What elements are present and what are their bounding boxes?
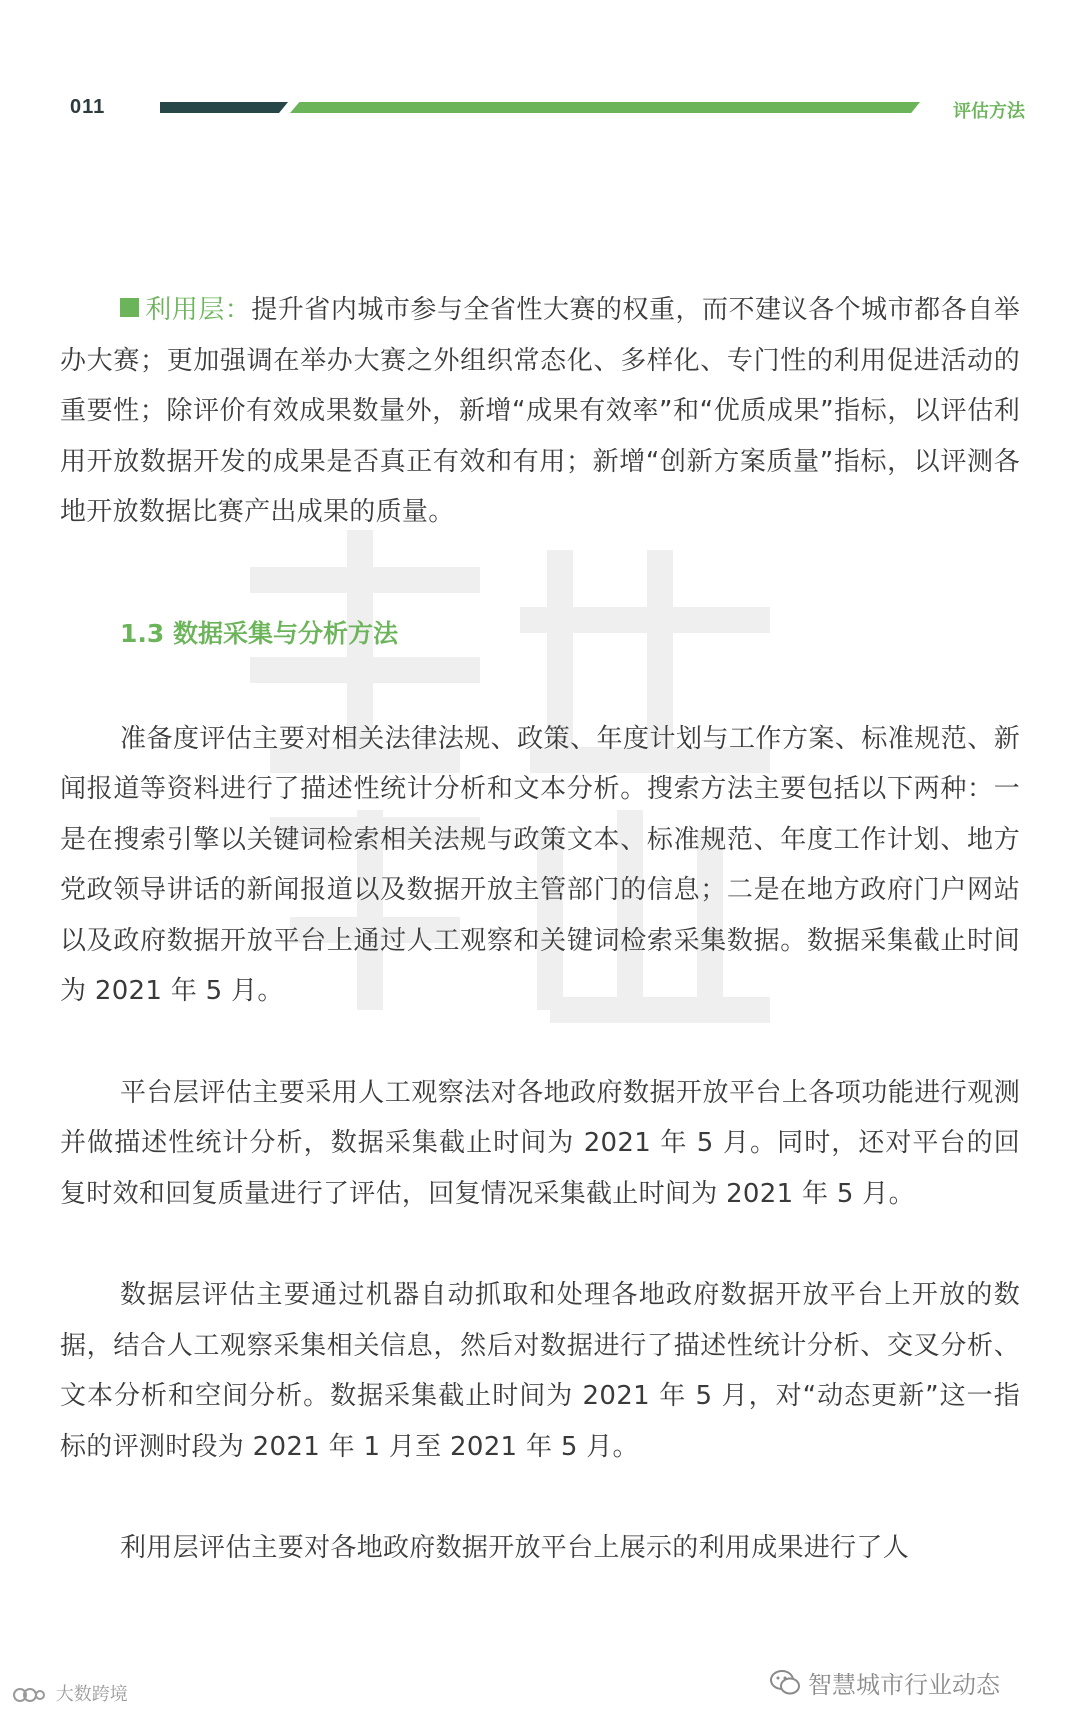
footer-right-text: 智慧城市行业动态 [808,1671,1000,1699]
footer-right-watermark [770,1665,1000,1700]
document-body [60,285,1020,1574]
header-bar-green [290,102,920,113]
utilization-eval-paragraph: 利用层评估主要对各地政府数据开放平台上展示的利用成果进行了人 [120,1533,910,1563]
readiness-paragraph: 准备度评估主要对相关法律法规、政策、年度计划与工作方案、标准规范、新闻报道等资料进行了描述性统计分析和文本分析。搜索方法主要包括以下两种：一是在搜索引擎以关键词检索相关法规与政策文本、标准规范、年度工作计划、地方党政领导讲话的新闻报道以及数据开放主管部门的信息；二是在地方政府门户网站以及政府数据开放平台上通过人工观察和关键词检索采集数据。数据采集截止时间为 2021 年 5 月。 [60,723,1020,1006]
bullet-square-icon [120,298,139,317]
watermark-logo-icon [12,1686,46,1704]
wechat-icon [770,1670,800,1696]
data-layer-paragraph: 数据层评估主要通过机器自动抓取和处理各地政府数据开放平台上开放的数据，结合人工观察采集相关信息，然后对数据进行了描述性统计分析、交叉分析、文本分析和空间分析。数据采集截止时间为 2021 年 5 月，对“动态更新”这一指标的评测时段为 2021 年 1 月至 2021 年 5 月。 [60,1280,1020,1462]
page-number: 011 [70,96,106,118]
utilization-paragraph [60,285,1020,538]
section-tag: 评估方法 [953,101,1025,122]
utilization-body: 提升省内城市参与全省性大赛的权重，而不建议各个城市都各自举办大赛；更加强调在举办大赛之外组织常态化、多样化、专门性的利用促进活动的重要性；除评价有效成果数量外，新增“成果有效率”和“优质成果”指标，以评估利用开放数据开发的成果是否真正有效和有用；新增“创新方案质量”指标，以评测各地开放数据比赛产出成果的质量。 [60,295,1021,527]
utilization-lead: 利用层： [145,295,252,325]
platform-paragraph: 平台层评估主要采用人工观察法对各地政府数据开放平台上各项功能进行观测并做描述性统计分析，数据采集截止时间为 2021 年 5 月。同时，还对平台的回复时效和回复质量进行了评估，回复情况采集截止时间为 2021 年 5 月。 [60,1077,1020,1209]
footer-left-watermark [12,1680,128,1706]
section-heading: 1.3 数据采集与分析方法 [120,618,398,648]
page-header [0,0,1080,150]
header-bar-dark [160,102,288,113]
footer-left-text: 大数跨境 [55,1684,128,1705]
